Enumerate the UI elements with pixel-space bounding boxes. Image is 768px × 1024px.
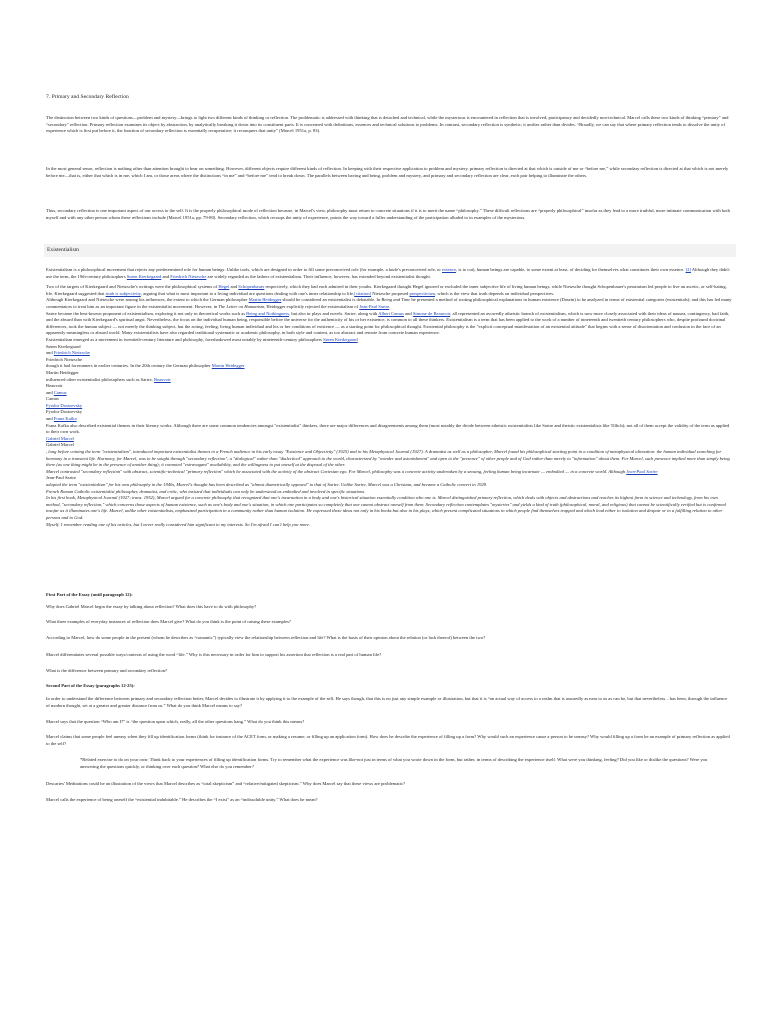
fragment-line: Fyodor Dostoevsky [46,409,83,415]
question-item: Descartes' Meditations could be an illustration of the views that Marcel describes as “total skepticism” and “relative/mitigated skepticism.” Why does Marcel say that these views are problematic? [46,781,406,786]
fragment-line: Gabriel Marcel [46,442,74,448]
reference-link[interactable]: [2] [685,267,691,272]
fragment-line: Martin Heidegger [46,369,79,375]
link-being-and-nothingness[interactable]: Being and Nothingness [246,310,290,316]
section-header-bar [44,244,736,257]
citation-link[interactable]: [citation] [354,290,372,296]
fragment-line [46,436,732,443]
fragment-line: influenced other existentialist philosophers such as Sartre, Beauvoir [46,376,171,382]
fragment-line: Beauvoir [46,383,63,389]
marcel-paragraph-4: French Roman Catholic existentialist philosopher, dramatist, and critic, who insisted that individuals can only be understood as embodied and involved in specific situations. [46,488,366,494]
fragment-line: and Camus [46,389,67,395]
page-heading: 7. Primary and Secondary Reflection [46,94,129,100]
fragment-line: and Friedrich Nietzsche [46,350,90,356]
exercise-note: *Related exercise to do on your own: Think back to your experiences of filling up identification forms. Try to remember what the experience was like-not just in terms of what you wrote down in the form, but rather, in terms of describing the experience itself. What were you thinking, feeling? Did you like or dislike the questions? Were you answering the questions quickly, or thinking over each question? What else do you remember? [80,757,708,769]
fragment-line: and Franz Kafka [46,416,77,422]
link-soren-kierkegaard-2[interactable]: Søren Kierkegaard [323,336,358,342]
link-martin-heidegger[interactable]: Martin Heidegger [248,297,282,303]
question-item: Marcel claims that some people feel uneasy when they fill up identification forms (think for instance of the ACET form, or making a resume, or filling up an application form). How does he describe the experience of filling up a form? Why would such an experience cause a person to be uneasy? Why would filling up a form be an example of primary reflection as applied to the self? [46,734,730,746]
question-item: Marcel says that the question “Who am I?” is “the question upon which, really, all the other questions hang.” What do you think this means? [46,719,305,724]
fragment-line: Søren Kierkegaard [46,343,81,349]
fragment-line: Camus [46,396,59,402]
marcel-paragraph-5: In his first book, Metaphysical Journal (1927; trans. 1952), Marcel argued for a concrete philosophy that recognized that one's incarnation in a body and one's historical situation essentially condition who one is. Marcel distinguished primary reflection, which deals with objects and abstractions and reaches its highest form in science and technology, from his own method, "secondary reflection," which concerns those aspects of human existence, such as one's body and one's situation, in which one participates so completely that one cannot abstract oneself from them. Secondary reflection contemplates "mysteries" and yields a kind of truth (philosophical, moral, and religious) that cannot be scientifically verified but is confirmed insofar as it illuminates one's life. Marcel, unlike other existentialists, emphasized participation in a community rather than human isolation. He expressed these ideas not only in his books but also in his plays, which present complicated situations in which people find themselves trapped and which lead either to isolation and despair or to a fulfilling relation to other persons and to God. [46,495,726,520]
question-item: Why does Gabriel Marcel begin the essay by talking about reflection? What does this have to do with philosophy? [46,604,257,609]
fragment-line: though it had forerunners in earlier centuries. In the 20th century the German philosopher Martin Heidegger [46,363,245,369]
link-jean-paul-sartre[interactable]: Jean-Paul Sartre [359,303,390,309]
link-gabriel-marcel[interactable]: Gabriel Marcel [46,435,74,441]
link-friedrich-nietzsche-2[interactable]: Friedrich Nietzsche [53,350,90,356]
exist-paragraph-1: Existentialism is a philosophical movement that rejects any predetermined role for human beings. Unlike tools, which are designed in order to fill some preconceived role (for example, a knife's preconceived role, or essence, is to cut), human beings are capable, to some extent at least, of deciding for themselves what constitutes their own essence. [2] Although they didn't use the term, the 19th-century philosophers Søren Kierkegaard and Friedrich Nietzsche are widely regarded as the fathers of existentialism. Their influence, however, has extended beyond existentialist thought. [46,267,730,279]
reflection-paragraph-1: The distinction between two kinds of questions—problem and mystery—brings to light two different kinds of thinking or reflection. The problematic is addressed with thinking that is detached and technical, while the mysterious is encountered in reflection that is involved, participatory and decidedly non-technical. Marcel calls these two kinds of thinking “primary” and “secondary” reflection. Primary reflection examines its object by abstraction, by analytically breaking it down into its constituent parts. It is concerned with definitions, essences and technical solutions to problems. In contrast, secondary reflection is synthetic; it unifies rather than divides. “Broadly, we can say that where primary reflection tends to dissolve the unity of experience which is first put before it, the function of secondary reflection is essentially recuperative; it reconquers that unity” (Marcel 1951a, p. 83). [46,115,729,134]
exist-paragraph-5: Existentialism emerged as a movement in twentieth-century literature and philosophy, foreshadowed most notably by nineteenth-century philosophers Søren Kierkegaard [46,336,358,342]
question-item: Marcel calls the experience of being oneself the “existential indubitable.” He describes the “I exist” as an “indissoluble unity.” What does he mean? [46,797,318,802]
fragment-line [46,403,732,410]
personal-note: Myself: I remember reading one of his articles, but I never really considered him significant to my interests. So I'm afraid I can't help you more. [46,521,311,527]
section-title: Existentialism [47,247,80,253]
fragment-paragraph: Franz Kafka also described existential themes in their literary works. Although there are some common tendencies amongst "existentialist" thinkers, there are major differences and disagreements among them (most notably the divide between atheistic existentialists like Sartre and theistic existentialists like Tillich); not all of them accept the validity of the term as applied to their own work. [46,422,730,435]
link-truth-is-subjectivity[interactable]: truth is subjectivity [105,290,141,296]
link-albert-camus[interactable]: Albert Camus [378,310,404,316]
link-fyodor-dostoevsky[interactable]: Fyodor Dostoevsky [46,402,83,408]
link-essence[interactable]: essence [442,267,457,272]
question-item: What is the difference between primary and secondary reflection? [46,668,168,673]
link-schopenhauer[interactable]: Schopenhauer [238,284,265,290]
question-item: Marcel differentiates several possible ways/contexts of using the word “life.” Why is this necessary in order for him to support his assertion that reflection is a real part of human life? [46,652,382,657]
link-simone-de-beauvoir[interactable]: Simone de Beauvoir [412,310,451,316]
exist-paragraph-3: Although Kierkegaard and Nietzsche were among his influences, the extent to which the German philosopher Martin Heidegger should be considered an existentialist is debatable. In Being and Time he presented a method of rooting philosophical explanations in human existence (Dasein) to be analyzed in terms of existential categories (existentials); and this has led many commentators to treat him as an important figure in the existentialist movement. However, in The Letter on Humanism, Heidegger explicitly rejected the existentialism of Jean-Paul Sartre. [46,297,732,309]
fragment-line: Friedrich Nietzsche [46,356,83,362]
fragment-line: Jean-Paul Sartre [46,475,76,481]
part2-title: Second Part of the Essay (paragraphs 12-25): [46,683,135,688]
link-beauvoir[interactable]: Beauvoir [153,376,171,382]
reflection-paragraph-2: In the most general sense, reflection is nothing other than attention brought to bear on something. However, different objects require different kinds of reflection. In keeping with their respective application to problem and mystery, primary reflection is directed at that which is outside of me or “before me,” while secondary reflection is directed at that which is not merely before me—that is, either that which is in me, which I am, or those areas where the distinctions “in me” and “before me” tend to break down. The parallels between having and being, problem and mystery, and primary and secondary reflection are clear, each pair helping to illuminate the others. [46,166,729,178]
question-item: What three examples of everyday instances of reflection does Marcel give? What do you think is the point of raising these examples? [46,619,291,624]
existentialism-body [46,267,732,528]
link-camus[interactable]: Camus [53,389,67,395]
link-martin-heidegger-2[interactable]: Martin Heidegger [211,363,245,369]
link-perspectivism[interactable]: perspectivism [409,290,435,296]
part1-title: First Part of the Essay (until paragraph 12): [46,592,133,597]
link-friedrich-nietzsche[interactable]: Friedrich Nietzsche [170,273,207,279]
question-item: According to Marcel, how do some people in the present (whom he describes as “romantic”) typically view the relationship between reflection and life? What is the basis of their opinion about the relation (or lack thereof) between the two? [46,635,486,640]
exist-paragraph-2: Two of the targets of Kierkegaard and Nietzsche's writings were the philosophical systems of Hegel and Schopenhauer respectively, which they had each admired in their youths. Kierkegaard thought Hegel ignored or excluded the inner subjective life of living human beings, while Nietzsche thought Schopenhauer's pessimism led people to live an ascetic, or self-hating, life. Kierkegaard suggested that truth is subjectivity, arguing that what is most important to a living individual are questions dealing with one's inner relationship to life.[citation] Nietzsche proposed perspectivism, which is the view that truth depends on individual perspectives. [46,284,727,296]
link-soren-kierkegaard[interactable]: Søren Kierkegaard [126,273,162,279]
question-item: In order to understand the difference between primary and secondary reflection better, Marcel decides to illustrate it by applying it to the example of the self. He says though, that this is no just any simple example or illustration, but that it is “an actual way of access to a realm that is assuredly as near to us as can be, but that nevertheless…has been, through the influence of modern thought, set at a greater and greater distance from us.” What do you think Marcel means to say? [46,696,728,708]
reflection-paragraph-3: Thus, secondary reflection is one important aspect of our access to the self. It is the properly philosophical mode of reflection because, in Marcel's view, philosophy must return to concrete situations if it is to merit the name “philosophy.” These difficult reflections are “properly philosophical” insofar as they lead to a more truthful, more intimate communication with both myself and with any other person whom these reflections include (Marcel 1951a, pp. 79-80). Secondary reflection, which recoups the unity of experience, points the way toward a fuller understanding of the participation alluded to in examples of the mysterious. [46,208,730,220]
marcel-paragraph-2: Marcel contrasted "secondary reflection" with abstract, scientific-technical "primary reflection" which he associated with the activity of the abstract Cartesian ego. For Marcel, philosophy was a concrete activity undertaken by a sensing, feeling human being incarnate — embodied — in a concrete world. Although Jean-Paul Sartre [46,468,658,474]
link-franz-kafka[interactable]: Franz Kafka [53,416,77,422]
marcel-paragraph-1: , long before coining the term "existentialism", introduced important existentialist themes to a French audience in his early essay "Existence and Objectivity" (1925) and in his Metaphysical Journal (1927). A dramatist as well as a philosopher, Marcel found his philosophical starting point in a condition of metaphysical alienation: the human individual searching for harmony in a transient life. Harmony, for Marcel, was to be sought through "secondary reflection", a "dialogical" rather than "dialectical" approach to the world, characterized by "wonder and astonishment" and open to the "presence" of other people and of God rather than merely to "information" about them. For Marcel, such presence implied more than simply being there (as one thing might be in the presence of another thing); it connoted "extravagant" availability, and the willingness to put oneself at the disposal of the other. [46,449,730,468]
link-hegel[interactable]: Hegel [218,284,230,290]
exist-paragraph-4: Sartre became the best-known proponent of existentialism, exploring it not only in theoretical works such as Being and Nothingness, but also in plays and novels. Sartre, along with Albert Camus and Simone de Beauvoir, all represented an avowedly atheistic branch of existentialism, which is now more closely associated with their ideas of nausea, contingency, bad faith, and the absurd than with Kierkegaard's spiritual angst. Nevertheless, the focus on the individual human being, responsible before the universe for the authenticity of his or her existence, is common to all these thinkers. Existentialism is a term that has been applied to the work of a number of nineteenth and twentieth century philosophers who, despite profound doctrinal differences, took the human subject — not merely the thinking subject, but the acting, feeling, living human individual and his or her conditions of existence — as a starting point for philosophical thought. Existential philosophy is the "explicit conceptual manifestation of an existential attitude" that begins with a sense of disorientation and confusion in the face of an apparently meaningless or absurd world. Many existentialists have also regarded traditional systematic or academic philosophy, in both style and content, as too abstract and remote from concrete human experience. [46,310,730,336]
marcel-paragraph-3: adopted the term "existentialism" for his own philosophy in the 1940s, Marcel's thought has been described as "almost diametrically opposed" to that of Sartre. Unlike Sartre, Marcel was a Christian, and became a Catholic convert in 1929. [46,482,488,487]
link-jean-paul-sartre-2[interactable]: Jean-Paul Sartre [626,468,658,474]
